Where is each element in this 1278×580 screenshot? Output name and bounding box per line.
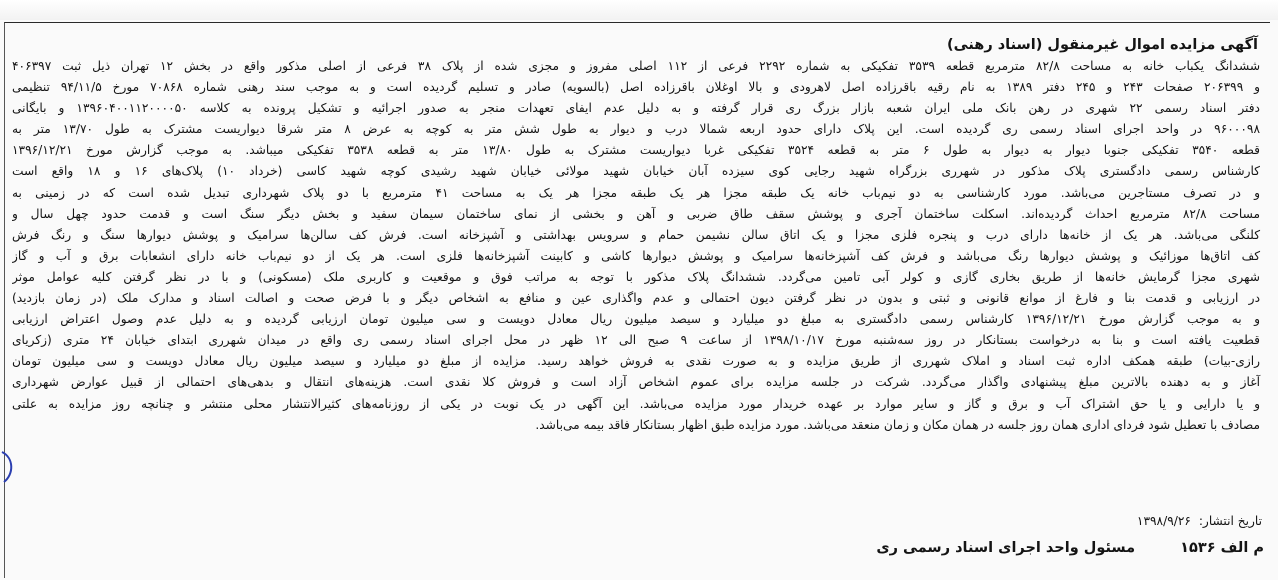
reference-code: م الف ۱۵۳۶	[1180, 540, 1264, 556]
notice-line: آغاز و به دهنده بالاترین مبلغ پیشنهادی واگذار می‌گردد. شرکت در جلسه مزایده برای عموم اشخاص آزاد است و فروش کلا نقدی است. هزینه‌های انتقال و بدهی‌های احتمالی از قبیل عوارض شهرداری	[12, 375, 1260, 390]
notice-line: مساحت ۸۲/۸ مترمربع احداث گردیده‌اند. اسکلت ساختمان آجری و پوشش سقف طاق ضربی و آهن و بخشی از نمای ساختمان سیمان سفید و بخش دیگر سنگ است و قدمت حدود چهل سال و	[12, 206, 1260, 221]
publish-date-value: ۱۳۹۸/۹/۲۶	[1136, 514, 1191, 528]
pen-mark	[0, 448, 18, 488]
publish-date-label: تاریخ انتشار:	[1198, 514, 1262, 528]
notice-line: شهری مجزا گرمایش خانه‌ها از طریق بخاری گازی و کولر آبی تامین می‌گردد. ششدانگ پلاک مذکور با توجه به مراتب فوق و موقعیت و کاربری ملک (مسکونی) و با در نظر گرفتن کلیه عوامل موثر	[12, 269, 1260, 284]
notice-title: آگهی مزایده اموال غیرمنقول (اسناد رهنی)	[947, 37, 1258, 53]
notice-footer	[844, 540, 1264, 556]
notice-line: و در تصرف مستاجرین می‌باشد. مورد کارشناسی به دو نیم‌باب خانه یک طبقه مجزا هر یک طبقه مجزا هر یک به مساحت ۴۱ مترمربع با دو پلاک شهرداری تبدیل شده است که در زمینی به	[12, 185, 1261, 200]
notice-line: در ارزیابی و قدمت بنا و فارغ از موانع قانونی و ثبتی و بدون در نظر گرفتن دیون احتمالی و عدم واگذاری عین و منافع به اشخاص دیگر و با فرض صحت و اصالت اسناد و مدارک ملک (در زمان بازدید)	[12, 291, 1260, 306]
signature-line: مسئول واحد اجرای اسناد رسمی ری	[876, 540, 1136, 556]
notice-line: قطعه ۳۵۴۰ تفکیکی جنوبا دیوار به دیوار به طول ۶ متر به قطعه ۳۵۲۴ تفکیکی غربا دیواریست مشترک به طول ۱۳/۸۰ متر به قطعه ۳۵۳۸ تفکیکی میباشد. به موجب گزارش مورخ ۱۳۹۶/۱۲/۲۱	[12, 143, 1261, 158]
notice-line: و به موجب گزارش مورخ ۱۳۹۶/۱۲/۲۱ کارشناس رسمی دادگستری به مبلغ دو میلیارد و سیصد میلیون ریال معادل دویست و سی میلیون تومان ارزیابی گردیده و به دلیل عدم وصول اعتراض ارزیابی	[12, 312, 1260, 327]
notice-line: قطعیت یافته است و بنا به درخواست بستانکار در روز سه‌شنبه مورخ ۱۳۹۸/۱۰/۱۷ از ساعت ۹ صبح الی ۱۲ ظهر در محل اجرای اسناد رسمی ری واقع در میدان شهرری ابتدای خیابان ۲۴ متری (زکریای	[12, 333, 1260, 348]
notice-line: کلنگی می‌باشد. هر یک از خانه‌ها دارای درب و پنجره فلزی مجزا و یک اتاق سالن نشیمن حمام و سرویس بهداشتی و آشپزخانه است. فرش کف سالن‌ها سرامیک و پوشش دیوارها سنگ و رنگ فرش	[12, 227, 1260, 242]
auction-notice	[12, 36, 1264, 436]
top-edge	[0, 0, 1278, 20]
notice-line: کف اتاق‌ها موزائیک و پوشش دیوارها رنگ می‌باشد و فرش کف آشپزخانه‌ها سرامیک و پوشش دیوارها کاشی و کابینت آشپزخانه‌ها فلزی است. هر یک از دو نیم‌باب خانه دارای انشعابات برق و آب و گاز	[12, 248, 1260, 263]
notice-line: دفتر اسناد رسمی ۲۲ شهری در رهن بانک ملی ایران شعبه بازار بزرگ ری قرار گرفته و به دلیل عدم ایفای تعهدات منجر به صدور اجرائیه و تشکیل پرونده به کلاسه ۱۳۹۶۰۴۰۰۱۱۲۰۰۰۰۵۰ و بایگانی	[12, 101, 1260, 116]
notice-line: کارشناس رسمی دادگستری پلاک مذکور در شهرری بزرگراه شهید رجایی کوی سیزده آبان خیابان شهید مولائی خیابان شهید رشیدی کوچه شهید کاسی (خرداد ۱۰) پلاک‌های ۱۶ و ۱۸ واقع است	[12, 164, 1260, 179]
notice-line: ششدانگ یکباب خانه به مساحت ۸۲/۸ مترمربع قطعه ۳۵۳۹ تفکیکی به شماره ۲۲۹۲ فرعی از ۱۱۲ اصلی مفروز و مجزی شده از پلاک ۳۸ فرعی از اصلی مذکور واقع در بخش ۱۲ تهران ذیل ثبت ۴۰۶۳۹۷	[12, 59, 1261, 73]
notice-line: ۹۶۰۰۰۹۸ در واحد اجرای اسناد رسمی ری گردیده است. این پلاک دارای حدود اربعه شمالا درب و دیوار به طول شش متر به کوچه به عرض ۸ متر شرقا دیواریست مشترک به طول ۱۳/۷۰ متر به	[12, 122, 1260, 137]
notice-line: و ۲۰۶۳۹۹ صفحات ۲۴۳ و ۲۴۵ دفتر ۱۳۸۹ به نام رقیه باقرزاده اصل لاهرودی و بالا اوغلان باقرزاده اصل (بالسویه) صادر و تسلیم گردیده است و به موجب سند رهنی شماره ۷۰۸۶۸ مورخ ۹۴/۱۱/۵ تنظیمی	[12, 80, 1261, 95]
notice-line: و یا دارایی و یا حق اشتراک آب و برق و گاز و سایر موارد بر عهده خریدار مورد مزایده می‌باشد. این آگهی در یک نوبت در یکی از روزنامه‌های کثیرالانتشار محلی منتشر و چنانچه روز مزایده به علتی	[12, 396, 1260, 411]
notice-line: مصادف با تعطیل شود فردای اداری همان روز جلسه در همان مکان و زمان منعقد می‌باشد. مورد مزایده طبق اظهار بستانکار فاقد بیمه می‌باشد.	[535, 417, 1260, 432]
notice-line: رازی-بیات) طبقه همکف اداره ثبت اسناد و املاک شهرری از طریق مزایده و به صورت نقدی به فروش خواهد رسید. مزایده از مبلغ دو میلیارد و سیصد میلیون ریال معادل دویست و سی میلیون تومان	[12, 354, 1260, 369]
publish-date	[1137, 514, 1262, 528]
